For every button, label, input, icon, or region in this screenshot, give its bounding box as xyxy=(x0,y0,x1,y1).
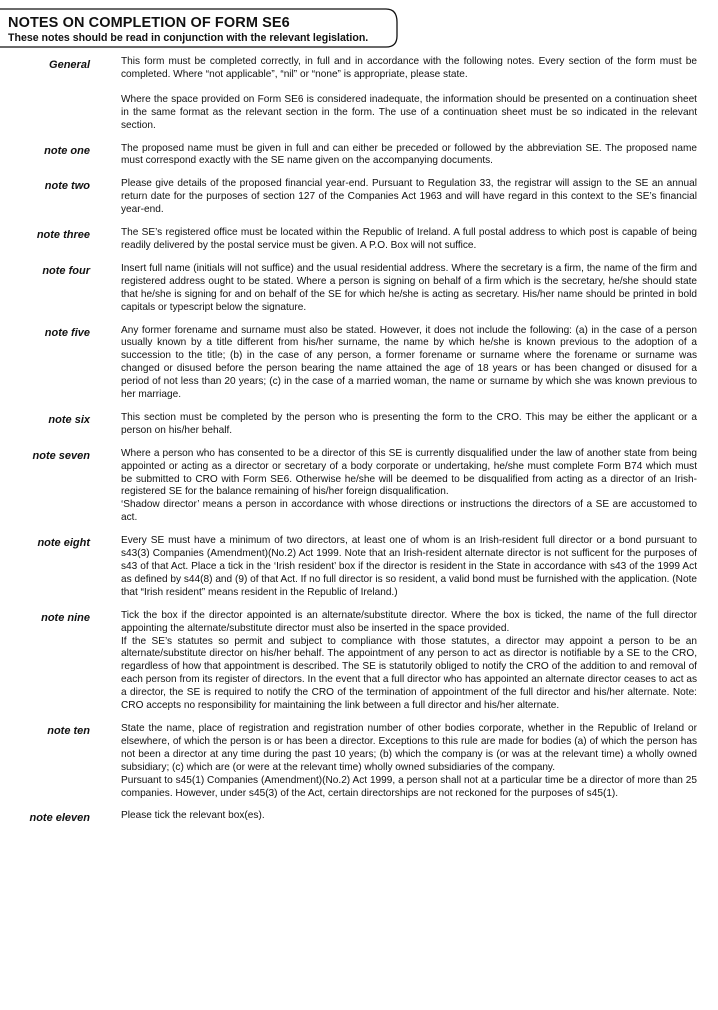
note-one xyxy=(0,143,718,169)
form-header xyxy=(0,8,398,48)
note-label: General xyxy=(49,59,90,71)
note-paragraph: Pursuant to s45(1) Companies (Amendment)(No.2) Act 1999, a person shall not at a particular time be a director of more than 25 companies. However, under s45(3) of the Act, certain directorships are not reckoned for the purposes of s45(1). xyxy=(121,774,697,799)
note-body xyxy=(121,178,697,217)
note-body xyxy=(121,535,697,600)
note-nine xyxy=(0,610,718,713)
note-paragraph: Every SE must have a minimum of two directors, at least one of whom is an Irish-resident full director or a bond pursuant to s43(3) Companies (Amendment)(No.2) Act 1999. Note that an Irish-resident alternate director is not sufficent for the purposes of s43 of that Act. Place a tick in the ‘Irish resident’ box if the director is resident in the State in accordance with s43 of the 1999 Act as defined by s44(8) and (9) of that Act. If no full director is so resident, a valid bond must be furnished with the application. (Note that “Irish resident” means resident in the Republic of Ireland.) xyxy=(121,535,697,598)
note-paragraph: Insert full name (initials will not suffice) and the usual residential address. Where the secretary is a firm, the name of the firm and registered address ought to be stated. Where a person is signing on behalf of a firm which is the secretary, he/she should state that he/she is signing for and on behalf of the SE for which he/she is acting as secretary. His/her name should be printed in bold capitals or typescript below the signature. xyxy=(121,262,697,313)
note-body xyxy=(121,325,697,402)
note-paragraph: Tick the box if the director appointed is an alternate/substitute director. Where the box is ticked, the name of the full director appointing the alternate/substitute director must also be inserted in the space provided. xyxy=(121,609,697,634)
note-four xyxy=(0,263,718,315)
note-label: note eight xyxy=(37,537,90,550)
note-eleven xyxy=(0,810,718,823)
notes-list xyxy=(0,56,718,823)
note-body xyxy=(121,448,697,525)
note-paragraph: This section must be completed by the person who is presenting the form to the CRO. This may be either the applicant or a person on his/her behalf. xyxy=(121,411,697,436)
note-label: note ten xyxy=(47,724,90,737)
note-two xyxy=(0,178,718,217)
page-title: NOTES ON COMPLETION OF FORM SE6 xyxy=(8,15,290,31)
note-body xyxy=(121,227,697,253)
note-eight xyxy=(0,535,718,600)
note-body xyxy=(121,610,697,713)
note-body xyxy=(121,143,697,169)
note-six xyxy=(0,412,718,438)
note-label: note four xyxy=(42,264,90,277)
note-paragraph: Where the space provided on Form SE6 is considered inadequate, the information should be presented on a continuation sheet in the same format as the relevant section in the form. The use of a continuation sheet must be so indicated in the relevant section. xyxy=(121,93,697,131)
note-label: note seven xyxy=(32,449,90,462)
note-paragraph: Where a person who has consented to be a director of this SE is currently disqualified under the law of another state from being appointed or acting as a director or secretary of a body corporate or undertaking, he/she must complete Form B74 which must be submitted to CRO with Form SE6. Otherwise he/she will be deemed to be disqualified from acting as a director of an Irish-registered SE for the balance remaining of his/her foreign disqualification. xyxy=(121,447,697,498)
note-general xyxy=(0,56,718,133)
note-label: note five xyxy=(44,326,90,339)
note-label: note six xyxy=(48,413,90,426)
note-label: note eleven xyxy=(29,812,90,825)
page-subtitle: These notes should be read in conjunction with the relevant legislation. xyxy=(8,32,369,44)
note-paragraph: Please give details of the proposed financial year-end. Pursuant to Regulation 33, the registrar will assign to the SE an annual return date for the purposes of section 127 of the Companies Act 1963 and will have regard in this context to the SE’s financial year-end. xyxy=(121,178,697,216)
note-label: note one xyxy=(44,144,90,157)
note-three xyxy=(0,227,718,253)
note-body xyxy=(121,412,697,438)
note-label: note three xyxy=(36,229,90,242)
note-paragraph: Please tick the relevant box(es). xyxy=(121,810,265,822)
note-body xyxy=(121,56,697,133)
note-five xyxy=(0,325,718,402)
note-paragraph: Any former forename and surname must also be stated. However, it does not include the following: (a) in the case of a person usually known by a title different from his/her surname, the name by which he/she is known previous to the adoption of a succession to the title; (b) in the case of any person, a former forename or surname where the forename or surname was changed or disused before the person bearing the name attained the age of 18 years or has been changed or disused for a period of not less than 20 years; (c) in the case of a married woman, the name or surname by which she was known previous to her marriage. xyxy=(121,324,697,401)
note-body xyxy=(121,723,697,800)
note-paragraph: ‘Shadow director’ means a person in accordance with whose directions or instructions the directors of a SE are accustomed to act. xyxy=(121,499,697,524)
note-body xyxy=(121,263,697,315)
note-ten xyxy=(0,723,718,800)
note-paragraph: This form must be completed correctly, in full and in accordance with the following notes. Every section of the form must be completed. Where “not applicable”, “nil” or “none” is appropriate, please state. xyxy=(121,56,697,80)
note-body xyxy=(121,810,697,823)
note-paragraph: The proposed name must be given in full and can either be preceded or followed by the abbreviation SE. The proposed name must correspond exactly with the SE name given on the accompanying documents. xyxy=(121,142,697,167)
note-seven xyxy=(0,448,718,525)
note-paragraph: The SE’s registered office must be located within the Republic of Ireland. A full postal address to which post is capable of being readily delivered by the postal service must be given. A P.O. Box will not suffice. xyxy=(121,227,697,251)
note-label: note two xyxy=(44,180,90,193)
note-paragraph: If the SE’s statutes so permit and subject to compliance with those statutes, a director may appoint a person to be an alternate/substitute director on his/her behalf. The appointment of any person to act as director is notifiable by a SE to the CRO, regardless of how that appointment is described. The SE is statutorily obliged to notify the CRO of the addition to and removal of each person from its register of directors. In the event that a full director who has appointed an alternate director ceases to act as a director, the SE is required to notify the CRO of the termination of appointment of the full director and his/her alternate. Note: CRO accepts no responsibility for maintaining the link between a full director and his/her alternate. xyxy=(121,635,697,712)
note-label: note nine xyxy=(41,611,90,624)
note-paragraph: State the name, place of registration and registration number of other bodies corporate, whether in the Republic of Ireland or elsewhere, of which the person is or has been a director. Exceptions to this rule are made for bodies (a) of which the person has not been a director at any time during the past 10 years; (b) which the company is (or was at the relevant time) a wholly owned subsidiary; (c) which are (or were at the relevant time) wholly owned subsidiaries of the company. xyxy=(121,722,697,773)
